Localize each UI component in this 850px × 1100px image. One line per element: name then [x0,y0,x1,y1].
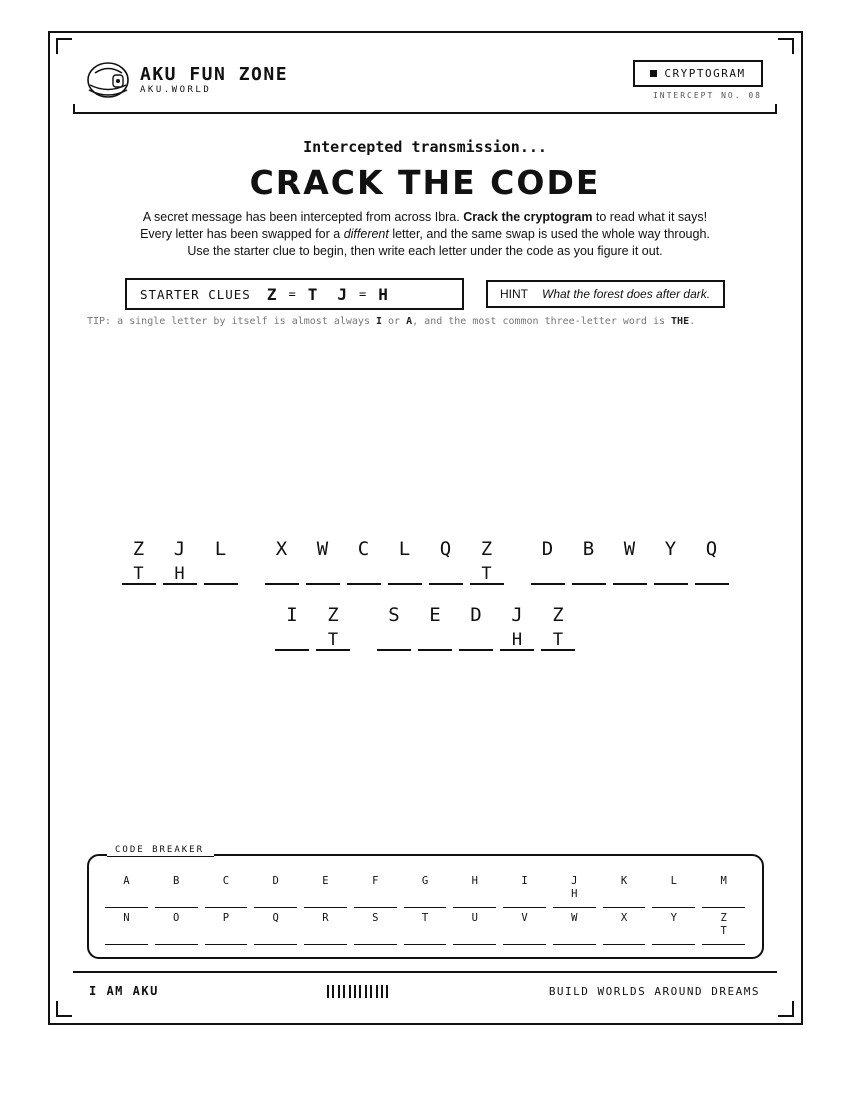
code-breaker-cell[interactable] [354,875,397,908]
page-title: CRACK THE CODE [249,163,601,202]
cipher-cell [347,537,381,585]
square-bullet-icon [650,70,657,77]
cipher-letter: I [286,604,298,626]
code-breaker-cell[interactable] [553,912,596,945]
code-breaker-solution-letter: H [571,888,578,900]
intro-text: letter, and the same swap is used the whole way through. [388,227,710,241]
cipher-cell [163,537,197,585]
footer-slogan: BUILD WORLDS AROUND DREAMS [548,985,760,998]
cipher-word [272,603,354,651]
answer-blank[interactable]: T [316,627,350,651]
code-breaker-cell[interactable] [105,912,148,945]
clue-pair [337,285,388,304]
intro-text: Every letter has been swapped for a [140,227,344,241]
code-breaker-solution-letter: T [720,925,727,937]
code-breaker-cipher-letter: U [471,912,478,924]
starter-clues-box [125,278,464,310]
cipher-letter: L [214,538,227,560]
brand-name: AKU FUN ZONE [140,64,289,85]
cipher-letter: L [398,538,411,560]
hint-box [486,280,725,308]
clue-cipher-letter: J [337,284,347,304]
code-breaker-cipher-letter: G [421,875,429,887]
cipher-line-1 [0,537,850,585]
code-breaker-cipher-letter: A [123,875,130,887]
cipher-cell [459,603,493,651]
cipher-letter: E [429,604,441,626]
footer-divider [73,971,777,973]
cipher-cell [377,603,411,651]
code-breaker-cipher-letter: P [222,912,230,924]
code-breaker-cell[interactable] [702,875,745,908]
starter-clues-label: STARTER CLUES [140,286,251,302]
code-breaker-cell[interactable] [254,875,297,908]
answer-blank[interactable] [429,561,463,585]
code-breaker-cipher-letter: B [172,875,180,887]
code-breaker-cipher-letter: M [720,875,727,887]
header-divider [73,104,777,114]
astronaut-helmet-icon [86,60,130,100]
kicker-text: Intercepted transmission... [303,138,547,156]
code-breaker-cell[interactable] [404,912,447,945]
code-breaker-cipher-letter: X [620,912,628,924]
cipher-letter: Z [552,604,564,626]
intro-line-3: Use the starter clue to begin, then write each letter under the code as you figure it out. [187,244,663,258]
cipher-letter: D [541,538,554,560]
intro-emphasis: different [343,227,389,241]
code-breaker-row-2 [105,912,745,945]
answer-blank[interactable] [265,561,299,585]
code-breaker-cell[interactable] [503,912,546,945]
code-breaker-cell[interactable] [652,875,695,908]
code-breaker-cell[interactable] [553,875,596,908]
answer-blank[interactable] [275,627,309,651]
cipher-letter: J [511,604,523,626]
code-breaker-cell[interactable] [354,912,397,945]
cipher-cell [265,537,299,585]
answer-blank[interactable] [347,561,381,585]
cipher-cell [572,537,606,585]
clue-plain-letter: T [307,284,318,304]
code-breaker-cell[interactable] [304,912,347,945]
code-breaker-cipher-letter: Z [720,912,727,924]
cipher-cell [541,603,575,651]
code-breaker-cipher-letter: Q [272,912,279,924]
cipher-letter: Z [327,604,339,626]
intro-line-2 [0,226,850,243]
code-breaker-cell[interactable] [603,912,646,945]
cipher-letter: B [582,538,595,560]
cipher-letter: Q [705,538,718,560]
code-breaker-cipher-letter: R [322,912,329,924]
answer-blank[interactable] [204,561,238,585]
cipher-word [374,603,579,651]
clue-pair [267,285,318,304]
corner-mark-bottom-right [778,1001,794,1017]
cipher-cell [695,537,729,585]
tip-letter: A [406,316,413,327]
answer-blank[interactable]: H [500,627,534,651]
answer-blank[interactable] [388,561,422,585]
answer-blank[interactable] [459,627,493,651]
code-breaker-cell[interactable] [404,875,447,908]
code-breaker-cell[interactable] [205,875,248,908]
clue-plain-letter: H [378,284,388,304]
cipher-word [261,537,507,585]
answer-blank[interactable] [377,627,411,651]
code-breaker-cipher-letter: W [571,912,578,924]
code-breaker-cipher-letter: H [471,875,478,887]
cipher-letter: S [388,604,400,626]
code-breaker-cell[interactable] [254,912,297,945]
code-breaker-cipher-letter: V [521,912,528,924]
corner-mark-bottom-left [56,1001,72,1017]
cipher-letter: Y [664,538,677,560]
tip-letter: I [375,316,383,327]
tip-text [87,316,767,328]
cipher-word [118,537,241,585]
code-breaker-cell[interactable] [453,912,496,945]
answer-blank[interactable]: T [541,627,575,651]
tip-word: THE [671,316,690,327]
cipher-cell [388,537,422,585]
intro-text: to read what it says! [592,210,708,224]
barcode-icon [327,985,388,998]
cipher-cell [122,537,156,585]
answer-blank[interactable] [572,561,606,585]
code-breaker-cell[interactable] [304,875,347,908]
answer-blank[interactable] [418,627,452,651]
cipher-letter: W [316,538,329,560]
cipher-letter: Q [439,538,452,560]
cipher-cell [306,537,340,585]
cipher-line-2 [0,603,850,651]
answer-blank[interactable] [306,561,340,585]
code-breaker-cell[interactable] [503,875,546,908]
cipher-cell [429,537,463,585]
corner-mark-top-right [778,38,794,54]
cipher-letter: C [357,538,370,560]
answer-blank[interactable]: T [122,561,156,585]
equals-sign: = [288,287,296,301]
code-breaker-cell[interactable] [702,912,745,945]
code-breaker-cell[interactable] [105,875,148,908]
code-breaker-cipher-letter: D [272,875,279,887]
cipher-cell [316,603,350,651]
code-breaker-cipher-letter: C [222,875,230,887]
cipher-letter: D [470,604,482,626]
tip-part: . [689,316,696,327]
code-breaker-cipher-letter: K [620,875,628,887]
code-breaker-cipher-letter: T [421,912,429,924]
tip-part: , and the most common three-letter word is [412,316,672,327]
intro-line-1 [0,209,850,226]
brand-url: AKU.WORLD [140,85,212,95]
intro-text: A secret message has been intercepted from across Ibra. [142,210,464,224]
code-breaker-cipher-letter: O [172,912,180,924]
code-breaker-cell[interactable] [453,875,496,908]
answer-blank[interactable]: T [470,561,504,585]
tip-part: or [382,316,407,327]
intro-emphasis: Crack the cryptogram [463,210,593,224]
code-breaker-cipher-letter: E [322,875,329,887]
code-breaker-row-1 [105,875,745,908]
answer-blank[interactable]: H [163,561,197,585]
cipher-cell [500,603,534,651]
footer-tagline: I AM AKU [89,984,159,998]
cipher-cell [204,537,238,585]
answer-blank[interactable] [695,561,729,585]
code-breaker-cell[interactable] [205,912,248,945]
badge-label: CRYPTOGRAM [664,67,746,80]
cipher-letter: J [173,538,186,560]
cipher-letter: Z [132,538,145,560]
cipher-word [527,537,732,585]
clue-cipher-letter: Z [266,284,277,304]
answer-blank[interactable] [654,561,688,585]
code-breaker-cipher-letter: J [571,875,578,887]
tip-part: TIP: a single letter by itself is almost always [87,316,376,327]
code-breaker-cell[interactable] [603,875,646,908]
code-breaker-cipher-letter: Y [670,912,677,924]
code-breaker-label: CODE BREAKER [107,845,214,857]
corner-mark-top-left [56,38,72,54]
code-breaker-cell[interactable] [155,912,198,945]
cipher-letter: X [275,538,288,560]
cipher-cell [654,537,688,585]
code-breaker-cipher-letter: N [123,912,130,924]
cipher-cell [613,537,647,585]
code-breaker-cipher-letter: L [670,875,677,887]
cipher-letter: W [623,538,636,560]
equals-sign: = [359,287,367,301]
intercept-number: INTERCEPT NO. 08 [652,91,762,100]
answer-blank[interactable] [531,561,565,585]
code-breaker-cipher-letter: F [372,875,379,887]
cipher-cell [470,537,504,585]
cipher-letter: Z [480,538,493,560]
puzzle-type-badge [633,60,763,87]
cipher-cell [275,603,309,651]
code-breaker-cipher-letter: I [521,875,528,887]
code-breaker-cipher-letter: S [372,912,379,924]
code-breaker-cell[interactable] [155,875,198,908]
code-breaker-cell[interactable] [652,912,695,945]
intro-paragraph [0,209,850,260]
cipher-cell [531,537,565,585]
hint-label: HINT [500,287,528,301]
cipher-cell [418,603,452,651]
hint-text: What the forest does after dark. [542,287,711,301]
answer-blank[interactable] [613,561,647,585]
